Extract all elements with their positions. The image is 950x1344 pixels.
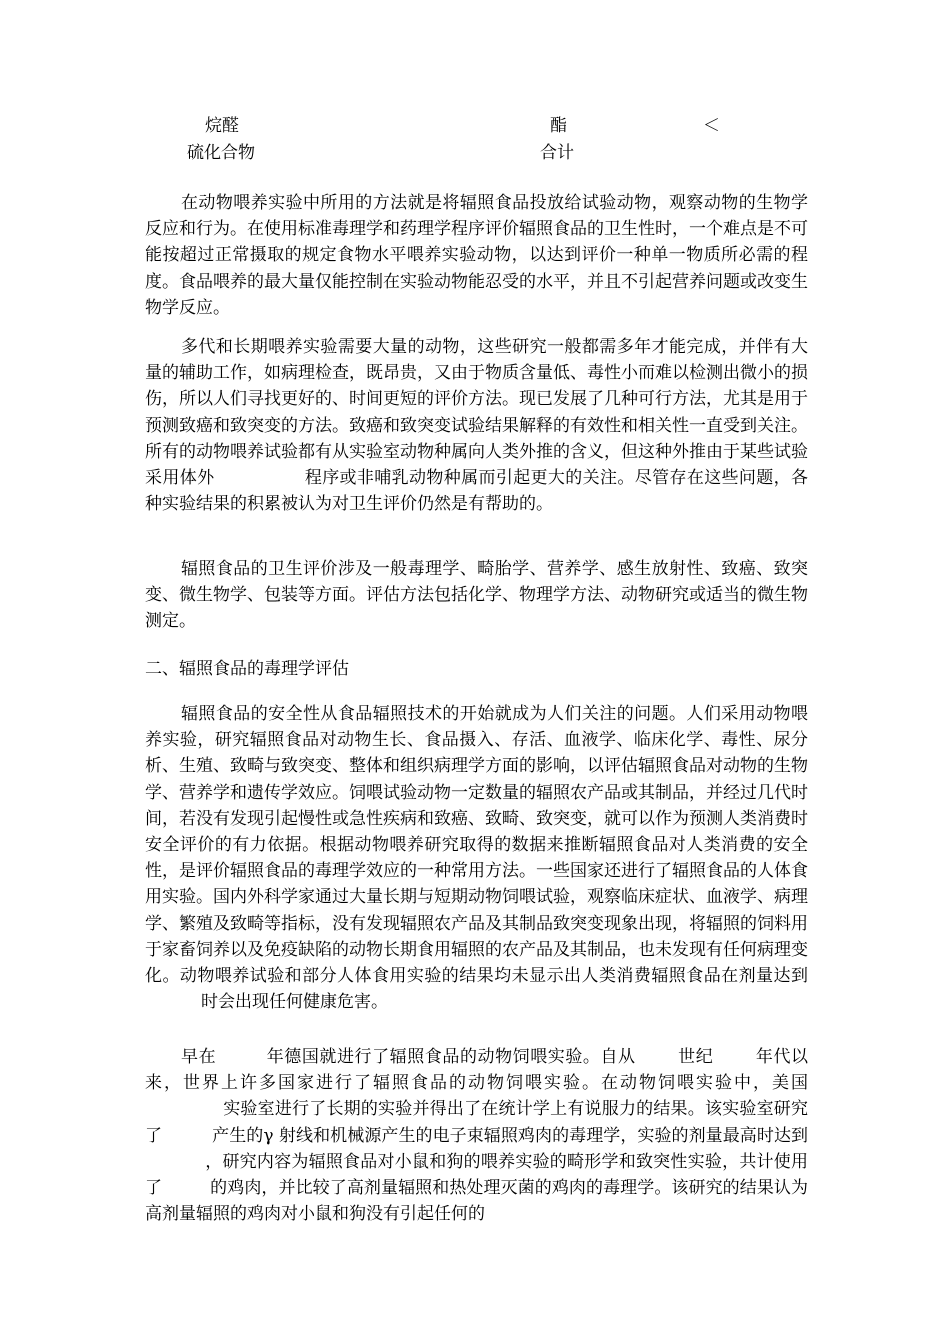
table-cell-total: 合计 [540,143,574,163]
table-cell-less-than: ＜ [703,116,720,136]
paragraph-text: 年德国就进行了辐照食品的动物饲喂实验。自从 [266,1047,636,1067]
table-cell-alkanal: 烷醛 [205,116,239,136]
paragraph-text: 辐照食品的安全性从食品辐照技术的开始就成为人们关注的问题。人们采用动物喂养实验，研究辐照食品对动物生长、食品摄入、存活、血液学、临床化学、毒性、尿分析、生殖、致畸与致突变、整体和组织病理学方面的影响，以评估辐照食品对动物的生物学、营养学和遗传学效应。饲喂试验动物一定数量的辐照农产品或其制品，并经过几代时间，若没有发现引起慢性或急性疾病和致癌、致畸、致突变，就可以作为预测人类消费时安全评价的有力依据。根据动物喂养研究取得的数据来推断辐照食品对人类消费的安全性，是评价辐照食品的毒理学效应的一种常用方法。一些国家还进行了辐照食品的人体食用实验。国内外科学家通过大量长期与短期动物饲喂试验，观察临床症状、血液学、病理学、繁殖及致畸等指标，没有发现辐照农产品及其制品致突变现象出现，将辐照的饲料用于家畜饲养以及免疫缺陷的动物长期食用辐照的农产品及其制品，也未发现有任何病理变化。动物喂养试验和部分人体食用实验的结果均未显示出人类消费辐照食品在剂量达到 [145,704,808,987]
paragraph-text: 实验室进行了长期的实验并得出了在统计学上有说服力的结果。该实验室研究了 [145,1099,808,1146]
paragraph-long-term-feeding [145,334,808,517]
paragraph-hygiene-evaluation: 辐照食品的卫生评价涉及一般毒理学、畸胎学、营养学、感生放射性、致癌、致突变、微生物学、包装等方面。评估方法包括化学、物理学方法、动物研究或适当的微生物测定。 [145,559,808,632]
paragraph-text: 早在 [181,1047,217,1067]
paragraph-text: 程序或非哺乳动物种属而引起更大的关注。尽管存在这些问题，各种实验结果的积累被认为对卫生评价仍然是有帮助的。 [145,468,809,515]
paragraph-text: ，研究内容为辐照食品对小鼠和狗的喂养实验的畸形学和致突性实验，共计使用了 [145,1151,808,1199]
paragraph-text: 年代以来，世界上许多国家进行了辐照食品的动物饲喂实验。在动物饲喂实验中，美国 [145,1047,809,1094]
paragraph-feeding-history [145,1044,808,1227]
paragraph-text: 时会出现任何健康危害。 [201,992,388,1013]
paragraph-text: 产生的γ 射线和机械源产生的电子束辐照鸡肉的毒理学，实验的剂量最高时达到 [212,1125,809,1146]
table-cell-ester: 酯 [550,116,567,136]
paragraph-toxicology-assessment [145,701,808,1015]
paragraph-text: 多代和长期喂养实验需要大量的动物，这些研究一般都需多年才能完成，并伴有大量的辅助工作，如病理检查，既昂贵，又由于物质含量低、毒性小而难以检测出微小的损伤，所以人们寻找更好的、时间更短的评价方法。现已发展了几种可行方法，尤其是用于预测致癌和致突变的方法。致癌和致突变试验结果解释的有效性和相关性一直受到关注。所有的动物喂养试验都有从实验室动物种属向人类外推的含义，但这种外推由于某些试验采用体外 [145,337,808,489]
paragraph-text: 的鸡肉，并比较了高剂量辐照和热处理灭菌的鸡肉的毒理学。该研究的结果认为高剂量辐照的鸡肉对小鼠和狗没有引起任何的 [145,1178,809,1225]
table-cell-sulfide: 硫化合物 [187,143,255,163]
section-heading: 二、辐照食品的毒理学评估 [145,659,349,679]
paragraph-feeding-method: 在动物喂养实验中所用的方法就是将辐照食品投放给试验动物，观察动物的生物学反应和行为。在使用标准毒理学和药理学程序评价辐照食品的卫生性时，一个难点是不可能按超过正常摄取的规定食物水平喂养实验动物，以达到评价一种单一物质所必需的程度。食品喂养的最大量仅能控制在实验动物能忍受的水平，并且不引起营养问题或改变生物学反应。 [145,193,808,318]
paragraph-text: 世纪 [677,1047,714,1067]
